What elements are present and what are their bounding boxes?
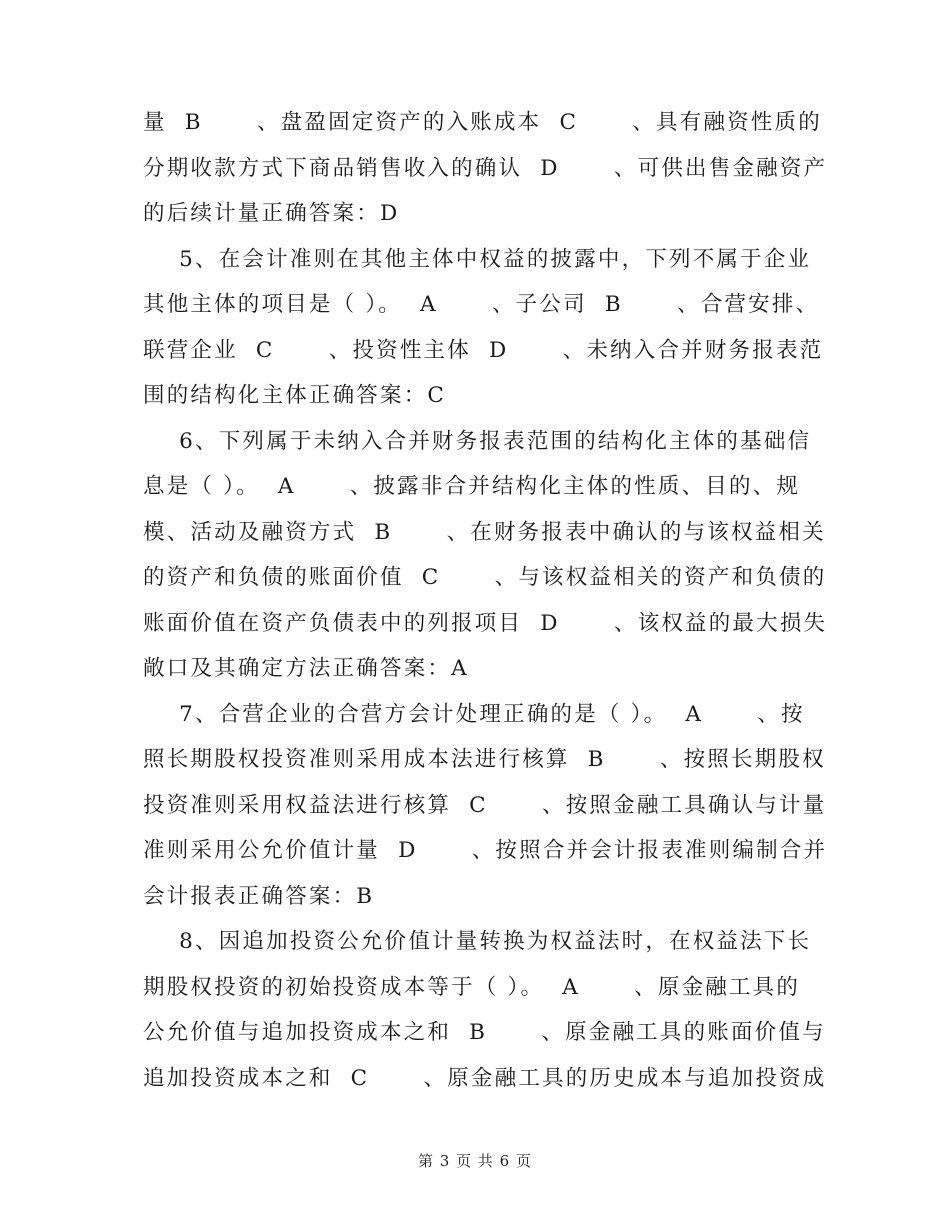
text-line: 期股权投资的初始投资成本等于（ ）。 A 、原金融工具的 <box>143 974 801 1000</box>
text-line: 敞口及其确定方法正确答案：A <box>143 656 469 681</box>
text-line: 联营企业 C 、投资性主体 D 、未纳入合并财务报表范 <box>143 337 824 363</box>
text-line: 8、因追加投资公允价值计量转换为权益法时，在权益法下长 <box>143 929 812 954</box>
text-line: 量 B 、盘盈固定资产的入账成本 C 、具有融资性质的 <box>143 110 822 135</box>
text-line: 会计报表正确答案：B <box>143 883 375 909</box>
text-line: 分期收款方式下商品销售收入的确认 D 、可供出售金融资产 <box>143 155 828 181</box>
text-line: 准则采用公允价值计量 D 、按照合并会计报表准则编制合并 <box>143 838 828 863</box>
text-line: 7、合营企业的合营方会计处理正确的是（ ）。 A 、按 <box>143 701 805 727</box>
text-line: 公允价值与追加投资成本之和 B 、原金融工具的账面价值与 <box>143 1020 826 1045</box>
text-line: 围的结构化主体正确答案：C <box>143 383 447 408</box>
text-line: 投资准则采用权益法进行核算 C 、按照金融工具确认与计量 <box>143 792 827 818</box>
text-line: 账面价值在资产负债表中的列报项目 D 、该权益的最大损失 <box>143 610 828 636</box>
text-line: 追加投资成本之和 C 、原金融工具的历史成本与追加投资成 <box>143 1065 827 1091</box>
text-line: 模、活动及融资方式 B 、在财务报表中确认的与该权益相关 <box>143 519 826 545</box>
page-body <box>143 100 828 1101</box>
text-line: 照长期股权投资准则采用成本法进行核算 B 、按照长期股权 <box>143 747 826 772</box>
text-line: 其他主体的项目是（ ）。 A 、子公司 B 、合营安排、 <box>143 292 820 317</box>
text-line: 5、在会计准则在其他主体中权益的披露中，下列不属于企业 <box>143 246 812 272</box>
page-footer: 第 3 页 共 6 页 <box>418 1152 532 1170</box>
text-line: 6、下列属于未纳入合并财务报表范围的结构化主体的基础信 <box>143 428 812 454</box>
text-line: 的资产和负债的账面价值 C 、与该权益相关的资产和负债的 <box>143 565 827 590</box>
text-line: 的后续计量正确答案：D <box>143 201 400 226</box>
text-line: 息是（ ）。 A 、披露非合并结构化主体的性质、目的、规 <box>143 474 801 499</box>
